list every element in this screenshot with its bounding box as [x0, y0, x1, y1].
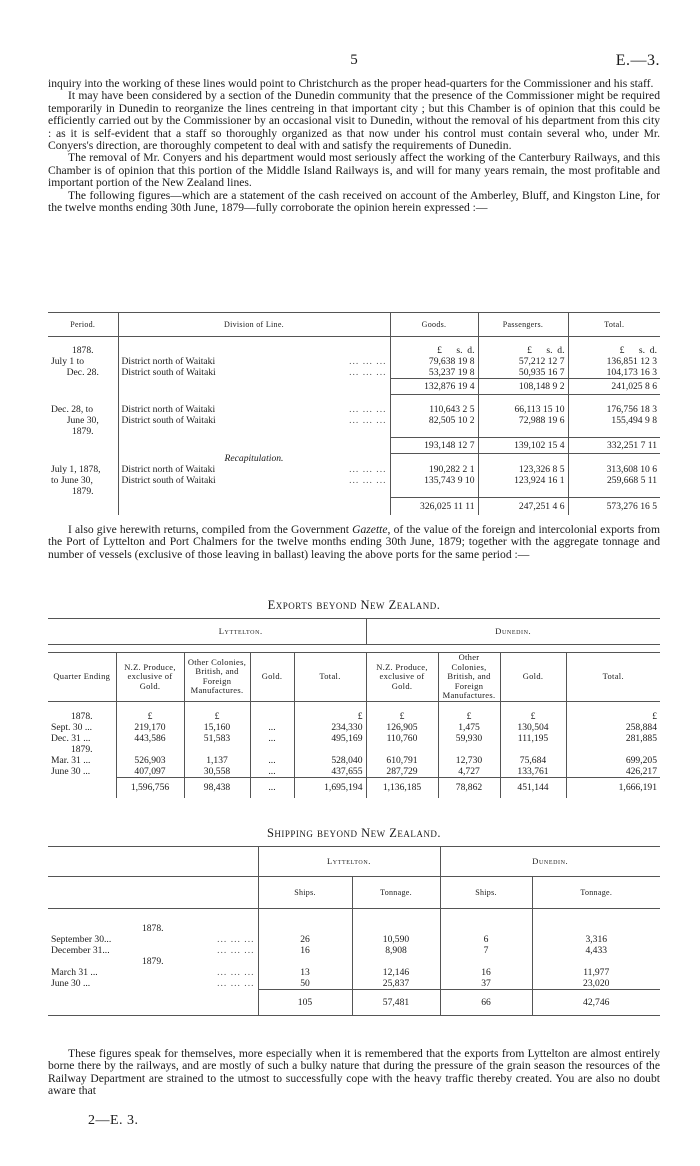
table-row: [48, 722, 660, 733]
value-cell: 51,583: [184, 733, 250, 744]
value-cell: 699,205: [625, 755, 657, 766]
total-subtotal: 241,025 8 6: [568, 378, 660, 394]
ships-cell: 7: [440, 945, 532, 956]
total-cell: 78,862: [438, 778, 500, 798]
value-cell: 59,930: [438, 733, 500, 744]
value-cell: 12,730: [438, 755, 500, 766]
total-cell: ...: [250, 778, 294, 798]
goods-grand-total: 326,025 11 11: [390, 497, 478, 515]
group-header-lyttelton: Lyttelton.: [116, 619, 366, 645]
tonnage-cell: 3,316: [585, 933, 608, 945]
col-header-ships: Ships.: [440, 877, 532, 909]
unit-header: £ s. d.: [478, 345, 568, 356]
document-page: [48, 0, 660, 1166]
unit-header: £ s. d.: [619, 344, 657, 356]
period-cell: June 30 ... ... ... ...: [48, 978, 258, 990]
group-header-lyttelton: Lyttelton.: [258, 847, 440, 877]
quarter-cell: Mar. 31 ...: [48, 755, 116, 766]
table-row: [48, 934, 660, 945]
table-row: [48, 404, 660, 415]
recapitulation-label: Recapitulation.: [118, 453, 390, 464]
value-cell: 495,169: [294, 733, 366, 744]
value-cell: 75,684: [500, 755, 566, 766]
value-cell: 30,558: [184, 766, 250, 778]
table-row: [48, 967, 660, 978]
total-cell: 105: [258, 989, 352, 1015]
period-label: 1879.: [48, 486, 118, 497]
table-row: [48, 367, 660, 379]
division-cell: District north of Waitaki ... ... ...: [118, 404, 390, 415]
ships-cell: 6: [440, 934, 532, 945]
goods-cell: 79,638 19 8: [390, 356, 478, 367]
total-cell: 451,144: [500, 778, 566, 798]
period-label: to June 30,: [48, 475, 118, 486]
col-header-tonnage: Tonnage.: [580, 888, 613, 897]
period-label: 1879.: [48, 426, 118, 437]
col-header-total: Total.: [604, 320, 625, 329]
table-row: [48, 486, 660, 497]
page-footer: 2—E. 3.: [88, 1113, 139, 1128]
paragraph: It may have been considered by a section of the Dunedin community that the presence of the Commissioner might be required temporarily in Dunedin to reorganize the lines centreing in that important city ; but this Chamber is of opinion that this could be efficiently carried out by the Commissioner by an occasional visit to Dunedin, without the removal of his department from this city : as it is self-evident that a staff so thoroughly organized as that now under his control must contain several who, under Mr. Conyers's direction, are thoroughly competent to deal with and satisfy the requirements of Dunedin.: [48, 89, 660, 153]
tonnage-cell: 8,908: [352, 945, 440, 956]
value-cell: 443,586: [116, 733, 184, 744]
passengers-cell: 123,924 16 1: [478, 475, 568, 486]
closing-paragraph: [48, 1048, 660, 1098]
value-cell: 610,791: [366, 755, 438, 766]
division-cell: District south of Waitaki ... ... ...: [118, 475, 390, 486]
value-cell: 407,097: [116, 766, 184, 778]
col-header-nz-produce: N.Z. Produce, exclusive of Gold.: [116, 653, 184, 702]
total-cell: 313,608 10 6: [606, 464, 657, 475]
period-cell: March 31 ... ... ... ...: [48, 967, 258, 978]
grand-total-row: [48, 497, 660, 515]
tonnage-cell: 10,590: [352, 934, 440, 945]
period-label: Dec. 28, to: [48, 404, 118, 415]
total-cell: 66: [440, 989, 532, 1015]
total-cell: 1,666,191: [618, 782, 657, 794]
col-header-tonnage: Tonnage.: [352, 877, 440, 909]
col-header-gold: Gold.: [250, 653, 294, 702]
paragraph: I also give herewith returns, compiled from the Government Gazette, of the value of the foreign and intercolonial exports from the Port of Lyttelton and Port Chalmers for the twelve months ending 30th June, 1879; together with the aggregate tonnage and number of vessels (exclusive of those leaving in ballast) leaving the above ports for the same period :—: [48, 523, 660, 561]
year-label: 1879.: [48, 744, 116, 755]
total-subtotal: 332,251 7 11: [568, 437, 660, 453]
tonnage-cell: 25,837: [352, 978, 440, 990]
value-cell: 287,729: [366, 766, 438, 778]
value-cell: 111,195: [500, 733, 566, 744]
passengers-cell: 72,988 19 6: [478, 415, 568, 426]
col-header-ships: Ships.: [258, 877, 352, 909]
col-header-quarter: Quarter Ending: [48, 653, 116, 702]
value-cell: 1,137: [184, 755, 250, 766]
goods-subtotal: 132,876 19 4: [390, 378, 478, 394]
value-cell: 437,655: [294, 766, 366, 778]
passengers-grand-total: 247,251 4 6: [478, 497, 568, 515]
value-cell: 110,760: [366, 733, 438, 744]
ships-cell: 13: [258, 967, 352, 978]
division-cell: District south of Waitaki ... ... ...: [118, 415, 390, 426]
passengers-cell: 50,935 16 7: [478, 367, 568, 379]
goods-cell: 110,643 2 5: [390, 404, 478, 415]
col-header-total: Total.: [294, 653, 366, 702]
total-cell: 176,756 18 3: [606, 404, 657, 415]
paragraph: The following figures—which are a statement of the cash received on account of the Amberley, Bluff, and Kingston Line, for the twelve months ending 30th June, 1879—fully corroborate the opinion herein expressed :—: [48, 188, 660, 215]
tonnage-cell: 23,020: [532, 978, 660, 990]
ships-cell: 26: [258, 934, 352, 945]
value-cell: ...: [250, 722, 294, 733]
table-row: [48, 733, 660, 744]
totals-row: [48, 989, 660, 1015]
passengers-cell: 123,326 8 5: [478, 464, 568, 475]
total-cell: 136,851 12 3: [606, 355, 657, 367]
value-cell: 526,903: [116, 755, 184, 766]
period-cell: September 30... ... ... ...: [48, 934, 258, 945]
table-row: [48, 356, 660, 367]
exports-intro: [48, 524, 660, 561]
period-label: June 30,: [48, 415, 118, 426]
goods-cell: 53,237 19 8: [390, 367, 478, 379]
period-label: July 1 to: [48, 356, 118, 367]
total-cell: 57,481: [352, 989, 440, 1015]
year-label: 1878.: [48, 711, 116, 722]
group-header-dunedin: Dunedin.: [495, 626, 532, 636]
value-cell: 4,727: [438, 766, 500, 778]
total-cell: 1,596,756: [116, 778, 184, 798]
passengers-cell: 66,113 15 10: [478, 404, 568, 415]
value-cell: ...: [250, 755, 294, 766]
total-cell: 155,494 9 8: [611, 415, 657, 426]
value-cell: ...: [250, 766, 294, 778]
totals-row: [48, 778, 660, 798]
period-label: Dec. 28.: [48, 367, 118, 379]
table-row: [48, 766, 660, 778]
period-year: 1878.: [48, 345, 118, 356]
table-row: [48, 426, 660, 437]
ships-cell: 37: [440, 978, 532, 990]
value-cell: 133,761: [500, 766, 566, 778]
table-row: [48, 978, 660, 990]
exports-table: Lyttelton. Dunedin. Quarter Ending N.Z. Produce, exclusive of Gold. Other Colonies, British, and Foreign Manufactures. Gold. Total. N.Z. Produce, exclusive of Gold. Other Colonies, British, and Foreign Manufactures. Gold. Total. 1878. £ £ £ £ £ £ £ Sept. 30 ... 219,170 15,160 ... 234,330 126,905 1,475 130,504 258,884 Dec. 31 ... 443,586 51,583 ... 495,169 110,760 59,930 111,195 281,885 1879. Mar. 31 ... 526,903 1,137 ... 528,040 610,791 12,730 75,684 699,205 June 30 ... 407,097 30,558 ... 437,655 287,729 4,727 133,761 426,217 1,596,756 98,438 ... 1,695,194 1,136,185 78,862 451,144 1,666,191: [48, 618, 660, 798]
period-label: July 1, 1878,: [48, 464, 118, 475]
page-header: [48, 52, 660, 72]
value-cell: 528,040: [294, 755, 366, 766]
paragraph: inquiry into the working of these lines would point to Christchurch as the proper head-quarters for the Commissioner and his staff.: [48, 77, 654, 90]
value-cell: ...: [250, 733, 294, 744]
year-label: 1878.: [48, 923, 258, 934]
page-number: 5: [350, 52, 358, 68]
col-header-nz-produce: N.Z. Produce, exclusive of Gold.: [366, 653, 438, 702]
year-label: 1879.: [48, 956, 258, 967]
quarter-cell: June 30 ...: [48, 766, 116, 778]
value-cell: 126,905: [366, 722, 438, 733]
paragraph: The removal of Mr. Conyers and his department would most seriously affect the working of the Canterbury Railways, and this Chamber is of opinion that this portion of the Middle Island Railways is, and will for many years remain, the most profitable and important portion of the New Zealand lines.: [48, 151, 660, 190]
division-cell: District south of Waitaki ... ... ...: [118, 367, 390, 379]
exports-title: Exports beyond New Zealand.: [267, 598, 441, 612]
col-header-period: Period.: [48, 313, 118, 337]
passengers-subtotal: 139,102 15 4: [478, 437, 568, 453]
goods-subtotal: 193,148 12 7: [390, 437, 478, 453]
quarter-cell: Sept. 30 ...: [48, 722, 116, 733]
table-row: [48, 415, 660, 426]
total-cell: 98,438: [184, 778, 250, 798]
ships-cell: 16: [440, 967, 532, 978]
tonnage-cell: 11,977: [583, 966, 610, 978]
period-cell: December 31... ... ... ...: [48, 945, 258, 956]
total-cell: 104,173 16 3: [568, 367, 660, 379]
passengers-subtotal: 108,148 9 2: [478, 378, 568, 394]
col-header-gold: Gold.: [500, 653, 566, 702]
value-cell: 281,885: [625, 733, 657, 744]
unit-header: £ s. d.: [390, 345, 478, 356]
total-grand-total: 573,276 16 5: [606, 500, 657, 512]
value-cell: 15,160: [184, 722, 250, 733]
col-header-goods: Goods.: [390, 313, 478, 337]
goods-cell: 82,505 10 2: [390, 415, 478, 426]
ships-cell: 16: [258, 945, 352, 956]
value-cell: 258,884: [625, 722, 657, 733]
total-cell: 1,695,194: [294, 778, 366, 798]
shipping-table: [48, 846, 660, 1016]
subtotal-row: [48, 437, 660, 453]
cash-receipts-table: [48, 312, 660, 515]
tonnage-cell: 4,433: [585, 944, 608, 956]
value-cell: 234,330: [294, 722, 366, 733]
table-row: [48, 464, 660, 475]
division-cell: District north of Waitaki ... ... ...: [118, 464, 390, 475]
ships-cell: 50: [258, 978, 352, 990]
goods-cell: 190,282 2 1: [390, 464, 478, 475]
shipping-title: Shipping beyond New Zealand.: [266, 826, 442, 840]
table-row: [48, 475, 660, 486]
subtotal-row: [48, 378, 660, 394]
tonnage-cell: 12,146: [352, 967, 440, 978]
value-cell: 1,475: [438, 722, 500, 733]
col-header-other-colonies: Other Colonies, British, and Foreign Manufactures.: [438, 653, 500, 702]
group-header-dunedin: Dunedin.: [532, 856, 569, 866]
col-header-total: Total.: [602, 671, 624, 681]
table-row: [48, 945, 660, 956]
col-header-passengers: Passengers.: [478, 313, 568, 337]
value-cell: 426,217: [566, 766, 660, 778]
table-row: [48, 755, 660, 766]
document-reference: E.—3.: [615, 52, 660, 69]
total-cell: 1,136,185: [366, 778, 438, 798]
intro-paragraphs: [48, 78, 660, 214]
col-header-other-colonies: Other Colonies, British, and Foreign Manufactures.: [184, 653, 250, 702]
total-cell: 42,746: [583, 996, 610, 1008]
value-cell: 219,170: [116, 722, 184, 733]
col-header-division: Division of Line.: [118, 313, 390, 337]
goods-cell: 135,743 9 10: [390, 475, 478, 486]
quarter-cell: Dec. 31 ...: [48, 733, 116, 744]
passengers-cell: 57,212 12 7: [478, 356, 568, 367]
paragraph: These figures speak for themselves, more especially when it is remembered that the exports from Lyttelton are almost entirely borne there by the railways, and are mostly of such a bulky nature that during the pressure of the grain season the resources of the Railway Department are strained to the utmost to successfully cope with the heavy traffic thereby created. You are also no doubt aware that: [48, 1047, 660, 1098]
value-cell: 130,504: [500, 722, 566, 733]
division-cell: District north of Waitaki ... ... ...: [118, 356, 390, 367]
total-cell: 259,668 5 11: [606, 475, 657, 486]
